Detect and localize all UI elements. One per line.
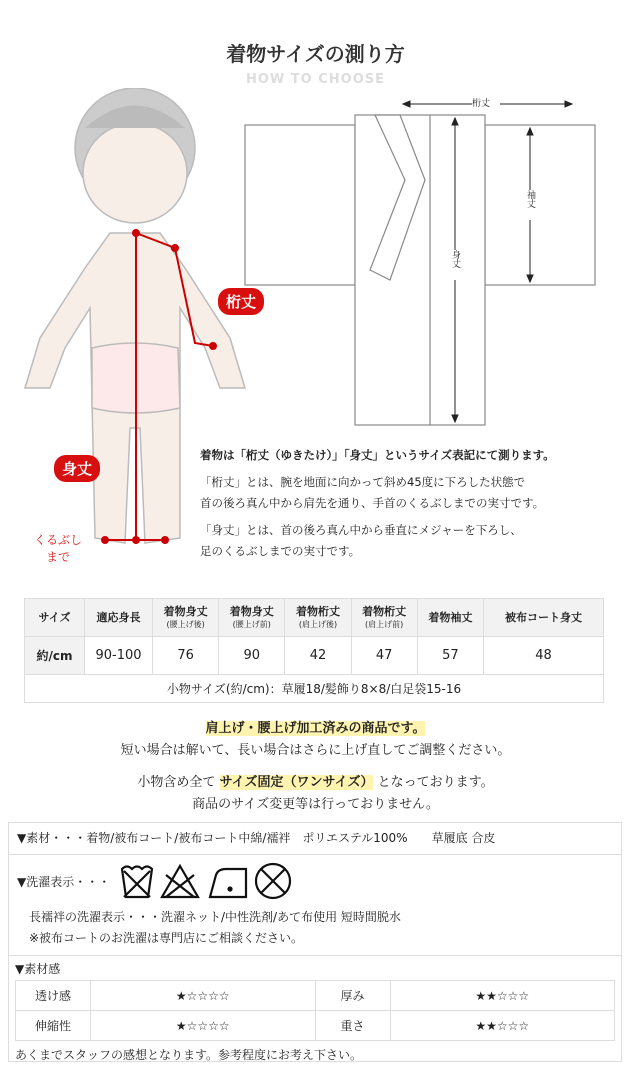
kimono-diagram xyxy=(240,90,620,430)
notes-line-2-post: となっております。 xyxy=(377,775,494,790)
feel-label: ▼素材感 xyxy=(15,962,61,976)
cell: 47 xyxy=(351,637,417,675)
ankle-label-2: まで xyxy=(45,550,70,564)
table-row xyxy=(25,637,604,675)
table-row xyxy=(16,981,615,1011)
cell: 透け感 xyxy=(16,981,91,1011)
wash-note-2: ※被布コートのお洗濯は専門店にご相談ください。 xyxy=(29,931,304,945)
measurement-description xyxy=(200,445,620,568)
col-sub: (肩上げ前) xyxy=(365,619,404,629)
notes-line-1: 短い場合は解いて、長い場合はさらに上げ直してご調整ください。 xyxy=(120,743,511,758)
feel-footnote: あくまでスタッフの感想となります。参考程度にお考え下さい。 xyxy=(15,1048,363,1062)
accessories-size: 小物サイズ(約/cm)：草履18/髪飾り8×8/白足袋15-16 xyxy=(25,675,604,703)
material-line: ▼素材・・・着物/被布コート/被布コート中綿/襦袢 ポリエステル100% 草履底 合皮 xyxy=(9,823,621,855)
col-sub: (腰上げ前) xyxy=(232,619,271,629)
yuki-desc-1: 「桁丈」とは、腕を地面に向かって斜め45度に下ろした状態で xyxy=(200,475,526,489)
yuki-desc-2: 首の後ろ真ん中から肩先を通り、手首のくるぶしまでの実寸です。 xyxy=(200,496,545,510)
feel-table xyxy=(15,980,615,1041)
col-mitake-before: 着物身丈 xyxy=(229,604,274,618)
ankle-label-1: くるぶし xyxy=(33,533,82,547)
col-sub: (肩上げ後) xyxy=(298,619,338,629)
rating: ★★☆☆☆ xyxy=(390,1011,615,1041)
col-height: 適応身長 xyxy=(96,611,141,624)
iron-low-icon xyxy=(210,869,246,897)
notes xyxy=(0,718,631,816)
material-section xyxy=(8,822,622,1062)
notes-highlight: 肩上げ・腰上げ加工済みの商品です。 xyxy=(205,721,426,736)
col-yuki-before: 着物桁丈 xyxy=(362,604,407,618)
size-table xyxy=(24,598,604,703)
page-title: 着物サイズの測り方 xyxy=(226,42,405,66)
cell: 重さ xyxy=(315,1011,390,1041)
rating: ★★☆☆☆ xyxy=(390,981,615,1011)
page-subtitle: HOW TO CHOOSE xyxy=(245,72,385,87)
no-dryclean-icon xyxy=(256,864,290,898)
kimono-mitake-label: 身丈 xyxy=(450,250,460,268)
notes-line-3: 商品のサイズ変更等は行っておりません。 xyxy=(192,797,439,812)
cell: 48 xyxy=(484,637,604,675)
cell: 伸縮性 xyxy=(16,1011,91,1041)
kimono-sodetake-label: 袖丈 xyxy=(525,190,535,208)
col-sub: (腰上げ後) xyxy=(166,619,205,629)
col-yuki-after: 着物桁丈 xyxy=(295,604,340,618)
rating: ★☆☆☆☆ xyxy=(91,1011,316,1041)
cell: 厚み xyxy=(315,981,390,1011)
rating: ★☆☆☆☆ xyxy=(91,981,316,1011)
cell: 約/cm xyxy=(25,637,85,675)
col-coat: 被布コート身丈 xyxy=(505,611,582,624)
wash-label: ▼洗濯表示・・・ xyxy=(17,874,111,889)
notes-line-2-highlight: サイズ固定（ワンサイズ） xyxy=(219,775,374,790)
col-sodetake: 着物袖丈 xyxy=(428,611,473,624)
no-bleach-icon xyxy=(162,866,198,897)
laundry-symbols xyxy=(118,861,308,901)
cell: 57 xyxy=(417,637,483,675)
kimono-yuki-label: 桁丈 xyxy=(472,96,490,109)
cell: 76 xyxy=(153,637,219,675)
size-table-header xyxy=(25,599,604,637)
mitake-badge: 身丈 xyxy=(54,455,100,482)
col-size: サイズ xyxy=(38,611,71,624)
handwash-prohibited-icon xyxy=(122,867,152,898)
yuki-badge: 桁丈 xyxy=(218,288,264,315)
description-lead: 着物は「桁丈（ゆきたけ）」「身丈」というサイズ表記にて測ります。 xyxy=(200,448,555,462)
cell: 42 xyxy=(285,637,351,675)
table-row xyxy=(16,1011,615,1041)
mitake-desc-2: 足のくるぶしまでの実寸です。 xyxy=(200,544,361,558)
cell: 90 xyxy=(219,637,285,675)
wash-note-1: 長襦袢の洗濯表示・・・洗濯ネット/中性洗剤/あて布使用 短時間脱水 xyxy=(29,910,401,924)
cell: 90-100 xyxy=(85,637,153,675)
ankle-label xyxy=(28,532,88,566)
col-mitake-after: 着物身丈 xyxy=(163,604,208,618)
notes-line-2-pre: 小物含め全て xyxy=(137,775,216,790)
mitake-desc-1: 「身丈」とは、首の後ろ真ん中から垂直にメジャーを下ろし、 xyxy=(200,523,522,537)
